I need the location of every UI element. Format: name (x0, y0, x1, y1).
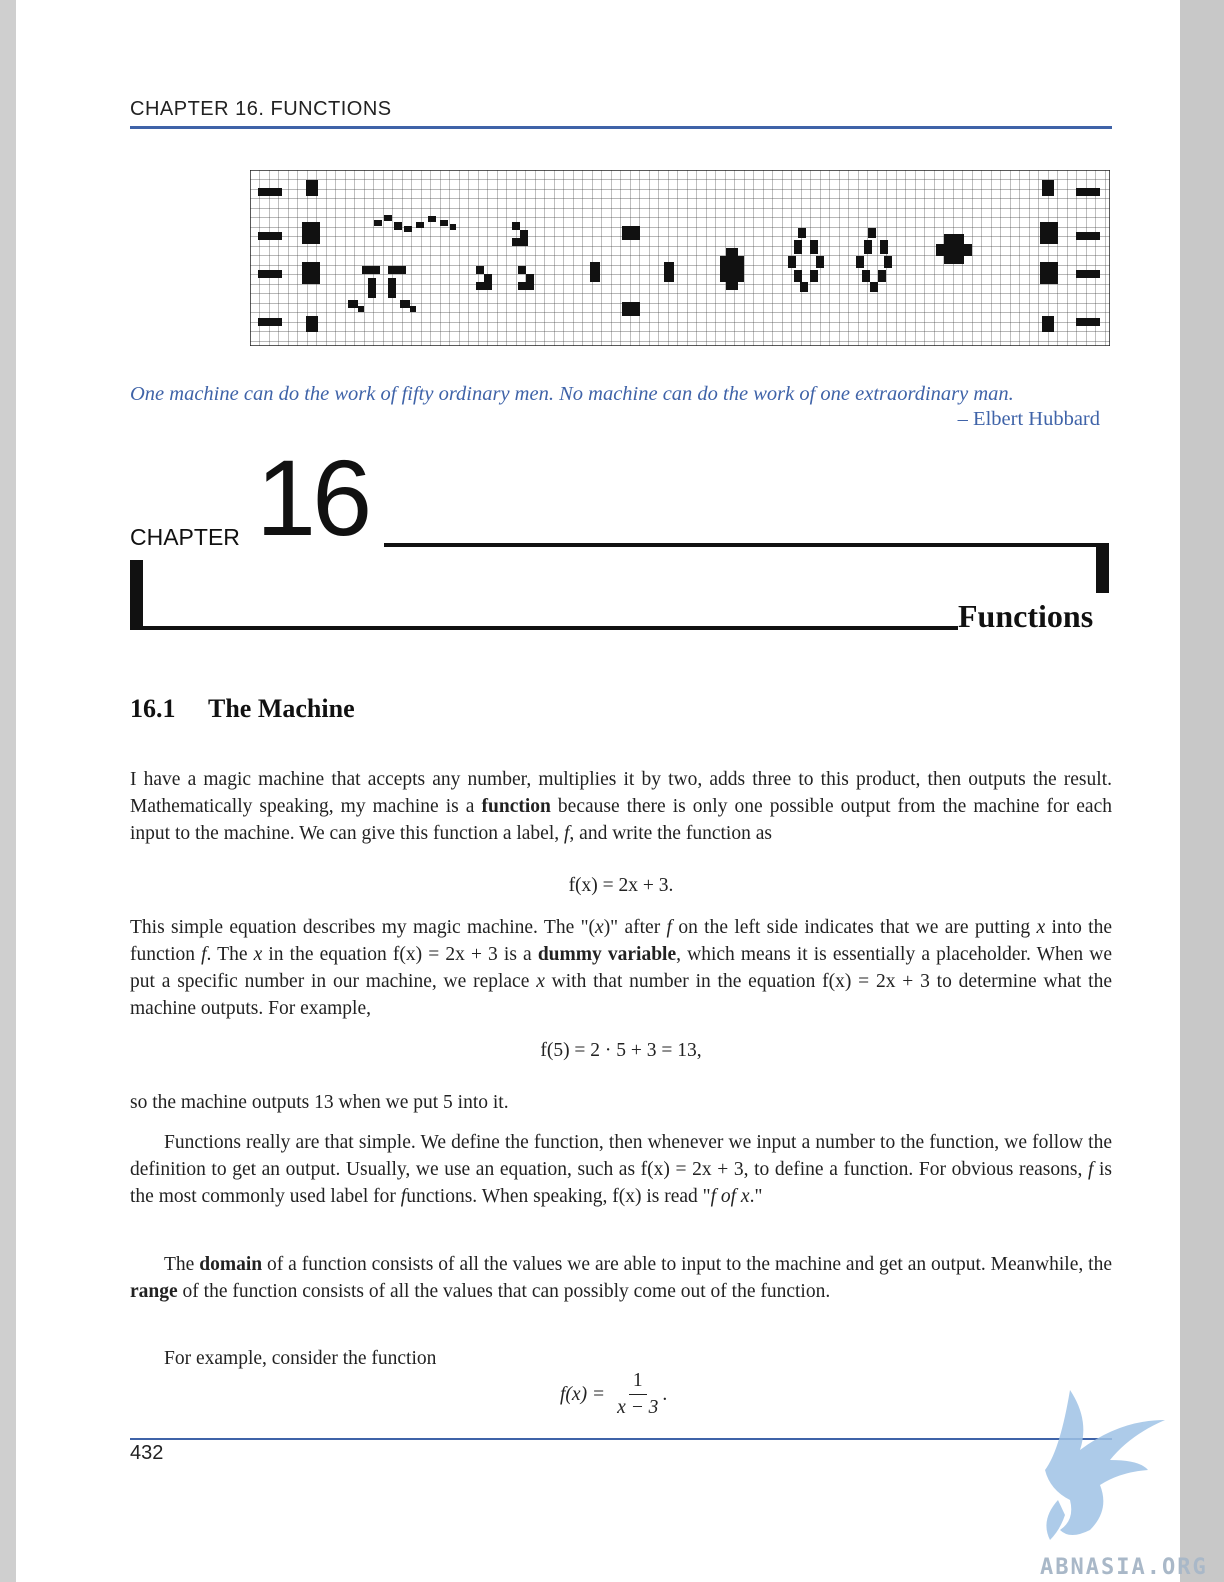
footer-rule (130, 1438, 1112, 1440)
chapter-label: CHAPTER (130, 524, 240, 550)
griffin-watermark-icon (1030, 1380, 1170, 1550)
running-head: CHAPTER 16. FUNCTIONS (130, 98, 392, 120)
chapter-number: 16 (256, 437, 369, 558)
chapter-rule-top (384, 543, 1102, 547)
chapter-bar-right (1096, 543, 1109, 593)
life-pattern-grid-figure (250, 170, 1110, 346)
equation-3 (560, 1370, 667, 1419)
equation-2: f(5) = 2 · 5 + 3 = 13, (540, 1040, 702, 1061)
scan-edge-right (1180, 0, 1224, 1582)
chapter-bar-left (130, 560, 143, 630)
page-number: 432 (130, 1442, 164, 1464)
paragraph-3: so the machine outputs 13 when we put 5 into it. (130, 1092, 509, 1113)
header-rule (130, 126, 1112, 129)
scan-edge-left (0, 0, 16, 1582)
paragraph-2: This simple equation describes my magic machine. The "(x)" after f on the left side indicates that we are putting x into the function f. The x in the equation f(x) = 2x + 3 is a dummy variable, which means it is essentially a placeholder. When we put a specific number in our machine, we replace x with that number in the equation f(x) = 2x + 3 to determine what the machine outputs. For example, (130, 917, 1113, 1019)
section-number: 16.1 (130, 694, 176, 723)
paragraph-4: Functions really are that simple. We define the function, then whenever we input a number to the function, we follow the definition to get an output. Usually, we use an equation, such as f(x) = 2x + 3, to define a function. For obvious reasons, f is the most commonly used label for functions. When speaking, f(x) is read "f of x." (130, 1132, 1112, 1207)
fraction (613, 1370, 662, 1419)
equation-3-lhs: f(x) = (560, 1383, 606, 1405)
equation-1: f(x) = 2x + 3. (568, 875, 674, 896)
watermark-text: ABNASIA.ORG (1040, 1555, 1208, 1580)
chapter-title: Functions (958, 598, 1094, 634)
section-title: The Machine (208, 694, 355, 723)
fraction-denominator: x − 3 (617, 1397, 659, 1418)
paragraph-1: I have a magic machine that accepts any number, multiplies it by two, adds three to this product, then outputs the result. Mathematically speaking, my machine is a function because there is only one possible output from the machine for each input to the machine. We can give this function a label, f, and write the function as (130, 769, 1112, 844)
paragraph-5: The domain of a function consists of all the values we are able to input to the machine and get an output. Meanwhile, the range of the function consists of all the values that can possibly come out of the function. (130, 1254, 1112, 1302)
equation-3-trail: . (662, 1383, 668, 1405)
chapter-rule-bottom (130, 626, 958, 630)
epigraph-author: – Elbert Hubbard (957, 408, 1100, 430)
fraction-numerator: 1 (629, 1370, 647, 1395)
section-heading (130, 694, 355, 724)
epigraph-quote: One machine can do the work of fifty ordinary men. No machine can do the work of one extraordinary man. (130, 383, 1014, 405)
paragraph-6: For example, consider the function (164, 1348, 437, 1369)
